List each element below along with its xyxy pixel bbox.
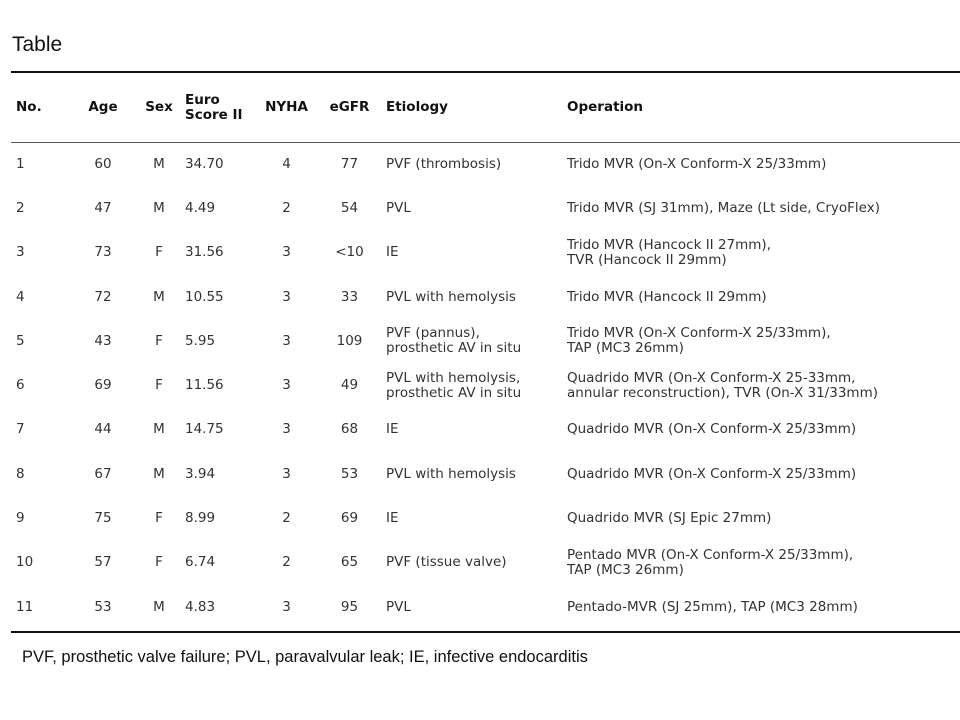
cell-nyha: 2 [282, 199, 291, 216]
col-header-etiology: Etiology [386, 99, 448, 115]
cell-euroscore: 31.56 [185, 244, 224, 261]
cell-age: 43 [94, 332, 112, 349]
header-row [11, 73, 960, 142]
col-header-euroscore [185, 73, 258, 142]
cell-operation [567, 408, 960, 452]
cell-sex: F [155, 554, 163, 571]
cell-euroscore: 3.94 [185, 465, 216, 482]
cell-sex: M [153, 199, 165, 216]
cell-etiology [384, 585, 567, 629]
cell-age: 73 [94, 244, 112, 261]
cell-sex: F [155, 244, 163, 261]
cell-operation-line: Pentado-MVR (SJ 25mm), TAP (MC3 28mm) [567, 598, 858, 615]
cell-age: 44 [94, 421, 112, 438]
col-header-egfr: eGFR [329, 99, 370, 115]
cell-egfr: <10 [335, 244, 364, 261]
bottom-rule [11, 631, 960, 633]
patient-table [11, 73, 960, 629]
cell-operation [567, 496, 960, 540]
col-header-no: No. [16, 99, 42, 115]
cell-sex: M [153, 598, 165, 615]
cell-nyha: 3 [282, 332, 291, 349]
cell-euroscore: 5.95 [185, 332, 216, 349]
cell-etiology-line: PVL [386, 199, 411, 216]
cell-no: 3 [16, 244, 25, 261]
table-row [11, 186, 960, 230]
cell-no: 10 [16, 554, 34, 571]
table-row [11, 496, 960, 540]
cell-operation-line: Trido MVR (Hancock II 29mm) [567, 288, 767, 305]
cell-etiology-line: PVF (tissue valve) [386, 554, 507, 571]
cell-euroscore: 34.70 [185, 155, 224, 172]
cell-egfr: 33 [340, 288, 359, 305]
cell-operation [567, 541, 960, 585]
table-row [11, 452, 960, 496]
cell-egfr: 95 [340, 598, 359, 615]
cell-operation [567, 186, 960, 230]
cell-egfr: 65 [340, 554, 359, 571]
cell-etiology [384, 452, 567, 496]
cell-sex: F [155, 377, 163, 394]
cell-operation-line: Quadrido MVR (SJ Epic 27mm) [567, 510, 772, 527]
cell-operation-line: TVR (Hancock II 29mm) [567, 251, 727, 268]
cell-operation-line: Trido MVR (On-X Conform-X 25/33mm), [567, 325, 831, 342]
table-row [11, 541, 960, 585]
cell-no: 9 [16, 510, 25, 527]
cell-operation-line: Trido MVR (SJ 31mm), Maze (Lt side, CryoFlex) [567, 199, 880, 216]
col-header-sex: Sex [145, 99, 173, 115]
cell-nyha: 2 [282, 554, 291, 571]
cell-egfr: 53 [340, 465, 359, 482]
cell-egfr: 54 [340, 199, 359, 216]
cell-operation-line: Quadrido MVR (On-X Conform-X 25/33mm) [567, 465, 857, 482]
table-row [11, 319, 960, 363]
cell-etiology-line: PVL with hemolysis [386, 288, 516, 305]
col-header-age: Age [88, 99, 118, 115]
cell-operation-line: Quadrido MVR (On-X Conform-X 25/33mm) [567, 421, 857, 438]
cell-etiology-line: PVL [386, 598, 411, 615]
cell-age: 75 [94, 510, 112, 527]
cell-etiology-line: IE [386, 244, 399, 261]
col-header-operation: Operation [567, 99, 644, 115]
cell-age: 57 [94, 554, 112, 571]
cell-euroscore: 11.56 [185, 377, 224, 394]
table-title: Table [12, 33, 63, 56]
cell-nyha: 3 [282, 377, 291, 394]
cell-operation-line: TAP (MC3 26mm) [567, 340, 684, 357]
cell-age: 60 [94, 155, 112, 172]
table-row [11, 231, 960, 275]
cell-etiology-line: IE [386, 421, 399, 438]
cell-etiology [384, 496, 567, 540]
col-header-euroscore-line1: Euro [185, 91, 220, 108]
cell-etiology-line: prosthetic AV in situ [386, 384, 522, 401]
cell-operation [567, 275, 960, 319]
cell-nyha: 3 [282, 465, 291, 482]
cell-egfr: 69 [340, 510, 359, 527]
cell-etiology-line: prosthetic AV in situ [386, 340, 522, 357]
cell-nyha: 3 [282, 288, 291, 305]
cell-euroscore: 8.99 [185, 510, 216, 527]
cell-sex: F [155, 510, 163, 527]
cell-etiology [384, 408, 567, 452]
cell-no: 1 [16, 155, 25, 172]
table-body [11, 142, 960, 629]
cell-sex: M [153, 421, 165, 438]
cell-etiology-line: PVF (thrombosis) [386, 155, 502, 172]
cell-operation [567, 142, 960, 186]
cell-age: 69 [94, 377, 112, 394]
cell-operation [567, 452, 960, 496]
cell-age: 72 [94, 288, 112, 305]
cell-egfr: 49 [340, 377, 359, 394]
cell-euroscore: 6.74 [185, 554, 216, 571]
cell-sex: M [153, 155, 165, 172]
cell-nyha: 3 [282, 244, 291, 261]
cell-egfr: 68 [340, 421, 359, 438]
cell-operation-line: Trido MVR (Hancock II 27mm), [567, 236, 771, 253]
col-header-nyha: NYHA [265, 99, 308, 115]
cell-etiology [384, 275, 567, 319]
cell-no: 5 [16, 332, 25, 349]
cell-euroscore: 4.49 [185, 199, 216, 216]
table-row [11, 142, 960, 186]
cell-age: 53 [94, 598, 112, 615]
table-row [11, 585, 960, 629]
cell-etiology-line: PVF (pannus), [386, 325, 480, 342]
cell-operation-line: Trido MVR (On-X Conform-X 25/33mm) [567, 155, 827, 172]
cell-operation [567, 231, 960, 275]
cell-sex: F [155, 332, 163, 349]
cell-no: 2 [16, 199, 25, 216]
cell-age: 47 [94, 199, 112, 216]
cell-etiology-line: PVL with hemolysis, [386, 369, 521, 386]
cell-etiology-line: PVL with hemolysis [386, 465, 516, 482]
table-row [11, 408, 960, 452]
cell-operation [567, 319, 960, 363]
col-header-euroscore-line2: Score II [185, 106, 243, 123]
cell-euroscore: 10.55 [185, 288, 224, 305]
cell-sex: M [153, 465, 165, 482]
cell-operation [567, 363, 960, 407]
cell-operation-line: Pentado MVR (On-X Conform-X 25/33mm), [567, 546, 854, 563]
cell-age: 67 [94, 465, 112, 482]
table-row [11, 363, 960, 407]
cell-nyha: 3 [282, 598, 291, 615]
cell-egfr: 109 [336, 332, 363, 349]
cell-operation-line: annular reconstruction), TVR (On-X 31/33mm) [567, 384, 878, 401]
table-row [11, 275, 960, 319]
cell-no: 6 [16, 377, 25, 394]
cell-nyha: 3 [282, 421, 291, 438]
cell-etiology [384, 319, 567, 363]
cell-operation [567, 585, 960, 629]
cell-euroscore: 14.75 [185, 421, 224, 438]
cell-etiology [384, 231, 567, 275]
cell-sex: M [153, 288, 165, 305]
footnote: PVF, prosthetic valve failure; PVL, paravalvular leak; IE, infective endocarditis [22, 648, 588, 666]
cell-operation-line: TAP (MC3 26mm) [567, 561, 684, 578]
cell-etiology [384, 541, 567, 585]
cell-nyha: 2 [282, 510, 291, 527]
cell-euroscore: 4.83 [185, 598, 216, 615]
cell-etiology-line: IE [386, 510, 399, 527]
cell-egfr: 77 [340, 155, 359, 172]
cell-etiology [384, 142, 567, 186]
cell-nyha: 4 [282, 155, 291, 172]
cell-no: 7 [16, 421, 25, 438]
cell-operation-line: Quadrido MVR (On-X Conform-X 25-33mm, [567, 369, 856, 386]
cell-no: 4 [16, 288, 25, 305]
cell-no: 11 [16, 598, 34, 615]
cell-no: 8 [16, 465, 25, 482]
cell-etiology [384, 186, 567, 230]
cell-etiology [384, 363, 567, 407]
